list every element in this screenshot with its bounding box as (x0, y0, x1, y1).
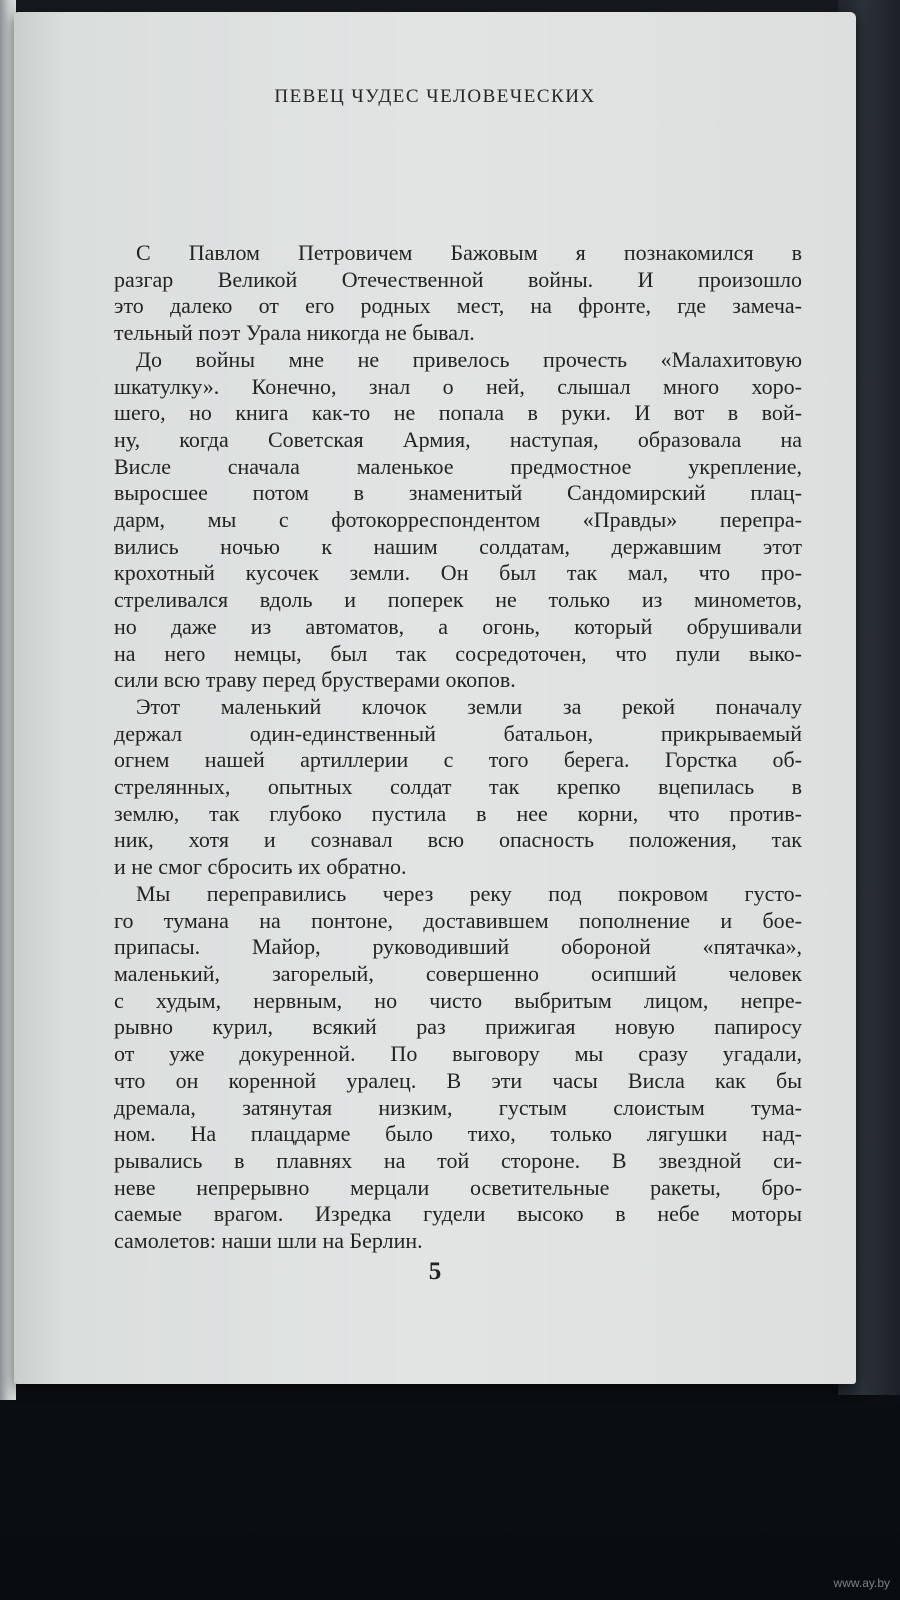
book-page (14, 12, 856, 1384)
text-line: Этот маленький клочок земли за рекой поначалу (136, 693, 802, 719)
text-line: выросшее потом в знаменитый Сандомирский плац- (114, 480, 802, 506)
text-line: Мы переправились через реку под покровом густо- (136, 880, 802, 906)
text-line: До войны мне не привелось прочесть «Малахитовую (136, 346, 802, 372)
text-line: разгар Великой Отечественной войны. И произошло (114, 266, 802, 292)
text-line: сили всю траву перед брустверами окопов. (114, 667, 516, 693)
text-line: но даже из автоматов, а огонь, который обрушивали (114, 613, 802, 639)
text-line: маленький, загорелый, совершенно осипший человек (114, 960, 802, 986)
text-line: что он коренной уралец. В эти часы Висла как бы (114, 1067, 802, 1093)
text-line: и не смог сбросить их обратно. (114, 854, 407, 880)
text-line: рывались в плавнях на той стороне. В звездной си- (114, 1147, 802, 1173)
text-line: рывно курил, всякий раз прижигая новую папиросу (114, 1014, 802, 1040)
text-line: огнем нашей артиллерии с того берега. Горстка об- (114, 747, 802, 773)
text-line: это далеко от его родных мест, на фронте, где замеча- (114, 293, 802, 319)
text-line: шкатулку». Конечно, знал о ней, слышал много хоро- (114, 373, 802, 399)
page-number: 5 (428, 1258, 442, 1285)
body-text (114, 240, 802, 1255)
running-header: ПЕВЕЦ ЧУДЕС ЧЕЛОВЕЧЕСКИХ (274, 86, 596, 107)
text-line: тельный поэт Урала никогда не бывал. (114, 320, 475, 346)
text-line: стрелянных, опытных солдат так крепко вцепилась в (114, 774, 802, 800)
text-line: дарм, мы с фотокорреспондентом «Правды» перепра- (114, 507, 802, 533)
text-line: на него немцы, был так сосредоточен, что пули выко- (114, 640, 802, 666)
text-line: вились ночью к нашим солдатам, державшим этот (114, 533, 802, 559)
text-line: от уже докуренной. По выговору мы сразу угадали, (114, 1041, 802, 1067)
text-line: ну, когда Советская Армия, наступая, образовала на (114, 426, 802, 452)
text-line: дремала, затянутая низким, густым слоистым тума- (114, 1094, 802, 1120)
text-line: ник, хотя и сознавал всю опасность положения, так (114, 827, 802, 853)
text-line: Висле сначала маленькое предмостное укрепление, (114, 453, 802, 479)
text-line: саемые врагом. Изредка гудели высоко в небе моторы (114, 1201, 802, 1227)
text-line: землю, так глубоко пустила в нее корни, что против- (114, 800, 802, 826)
text-line: шего, но книга как-то не попала в руки. И вот в вой- (114, 400, 802, 426)
text-line: неве непрерывно мерцали осветительные ракеты, бро- (114, 1174, 802, 1200)
text-line: с худым, нервным, но чисто выбритым лицом, непре- (114, 987, 802, 1013)
site-watermark: www.ay.by (833, 1576, 890, 1590)
text-line: самолетов: наши шли на Берлин. (114, 1228, 423, 1254)
text-line: го тумана на понтоне, доставившем пополнение и бое- (114, 907, 802, 933)
text-line: крохотный кусочек земли. Он был так мал, что про- (114, 560, 802, 586)
text-line: С Павлом Петровичем Бажовым я познакомился в (136, 240, 802, 265)
text-line: припасы. Майор, руководивший обороной «пятачка», (114, 934, 802, 960)
text-line: стреливался вдоль и поперек не только из минометов, (114, 587, 802, 613)
text-line: держал один-единственный батальон, прикрываемый (114, 720, 802, 746)
text-line: ном. На плацдарме было тихо, только лягушки над- (114, 1121, 802, 1147)
